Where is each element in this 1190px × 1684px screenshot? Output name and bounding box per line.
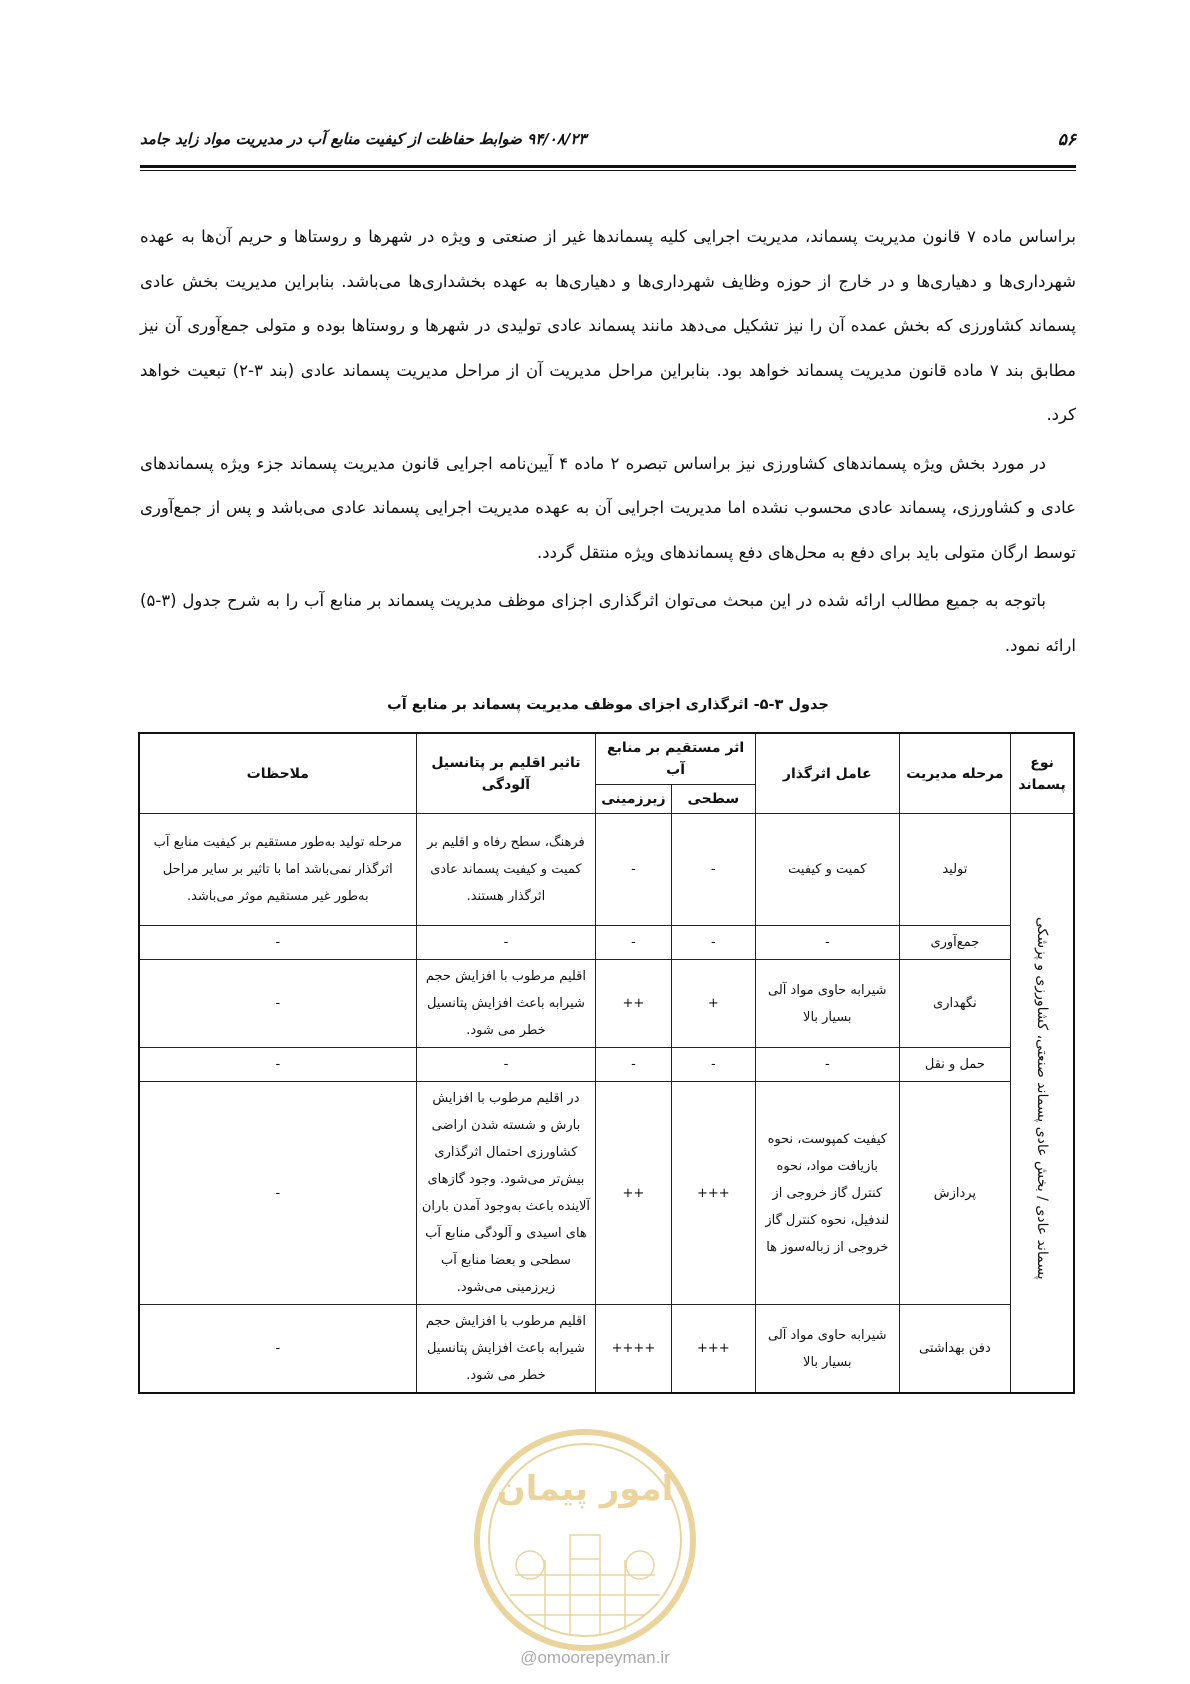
surface-cell: - xyxy=(671,814,755,926)
factor-cell: - xyxy=(755,926,899,960)
stage-cell: نگهداری xyxy=(899,960,1011,1048)
effects-table xyxy=(138,732,1075,1394)
body-text xyxy=(140,215,1076,672)
surface-cell: + xyxy=(671,960,755,1048)
header-groundwater: زیرزمینی xyxy=(596,785,671,814)
groundwater-cell: ++++ xyxy=(596,1305,671,1394)
running-title: ۹۴/۰۸/۲۳ ضوابط حفاظت از کیفیت منابع آب در مدیریت مواد زاید جامد xyxy=(140,130,587,148)
notes-cell: - xyxy=(139,1305,416,1394)
paragraph: باتوجه به جمیع مطالب ارائه شده در این مبحث می‌توان اثرگذاری اجزای موظف مدیریت پسماند بر منابع آب را به شرح جدول (۳-۵) ارائه نمود. xyxy=(140,591,1076,655)
header-direct-effect: اثر مستقیم بر منابع آب xyxy=(596,733,756,785)
table-header-row xyxy=(139,733,1074,785)
notes-cell: - xyxy=(139,960,416,1048)
stage-cell: دفن بهداشتی xyxy=(899,1305,1011,1394)
climate-cell: فرهنگ، سطح رفاه و اقلیم بر کمیت و کیفیت پسماند عادی اثرگذار هستند. xyxy=(416,814,596,926)
table-row xyxy=(139,926,1074,960)
header-factor: عامل اثرگذار xyxy=(755,733,899,814)
factor-cell: شیرابه حاوی مواد آلی بسیار بالا xyxy=(755,960,899,1048)
page-header xyxy=(140,130,1076,160)
notes-cell: - xyxy=(139,926,416,960)
notes-cell: - xyxy=(139,1048,416,1082)
stage-cell: پردازش xyxy=(899,1082,1011,1305)
groundwater-cell: - xyxy=(596,1048,671,1082)
header-notes: ملاحظات xyxy=(139,733,416,814)
stage-cell: تولید xyxy=(899,814,1011,926)
surface-cell: +++ xyxy=(671,1082,755,1305)
page-number: ۵۶ xyxy=(1057,130,1076,150)
table-row xyxy=(139,960,1074,1048)
climate-cell: اقلیم مرطوب با افزایش حجم شیرابه باعث افزایش پتانسیل خطر می شود. xyxy=(416,960,596,1048)
groundwater-cell: ++ xyxy=(596,960,671,1048)
header-stage: مرحله مدیریت xyxy=(899,733,1011,814)
header-rule xyxy=(140,165,1076,171)
table-row xyxy=(139,1048,1074,1082)
paragraph: براساس ماده ۷ قانون مدیریت پسماند، مدیریت اجرایی کلیه پسماندها غیر از صنعتی و ویژه در شهرها و روستاها و حریم آن‌ها به عهده شهرداری‌ها و دهیاری‌ها و در خارج از حوزه وظایف شهرداری‌ها و دهیاری‌ها به عهده بخشداری‌ها می‌باشد. بنابراین مدیریت بخش عادی پسماند کشاورزی که بخش عمده آن را نیز تشکیل می‌دهد مانند پسماند عادی تولیدی در شهرها و روستاها بوده و متولی جمع‌آوری آن نیز مطابق بند ۷ ماده قانون مدیریت پسماند خواهد بود. بنابراین مراحل مدیریت آن از مراحل مدیریت پسماند عادی (بند ۳-۲) تبعیت خواهد کرد. xyxy=(140,227,1077,424)
header-waste-type: نوع پسماند xyxy=(1011,733,1074,814)
surface-cell: +++ xyxy=(671,1305,755,1394)
notes-cell: - xyxy=(139,1082,416,1305)
groundwater-cell: ++ xyxy=(596,1082,671,1305)
waste-type-label: پسماند عادی / بخش عادی پسماند صنعتی، کشاورزی و پزشکی xyxy=(1034,916,1051,1280)
watermark-site: @omoorepeyman.ir xyxy=(520,1648,670,1667)
table-row xyxy=(139,814,1074,926)
climate-cell: اقلیم مرطوب با افزایش حجم شیرابه باعث افزایش پتانسیل خطر می شود. xyxy=(416,1305,596,1394)
groundwater-cell: - xyxy=(596,814,671,926)
stage-cell: حمل و نقل xyxy=(899,1048,1011,1082)
paragraph: در مورد بخش ویژه پسماندهای کشاورزی نیز براساس تبصره ۲ ماده ۴ آیین‌نامه اجرایی قانون مدیریت پسماند جزء ویژه پسماندهای عادی و کشاورزی، پسماند عادی محسوب نشده اما مدیریت اجرایی آن به عهده مدیریت اجرایی پسماند عادی می‌باشد و پس از جمع‌آوری توسط ارگان متولی باید برای دفع به محل‌های دفع پسماندهای ویژه منتقل گردد. xyxy=(140,453,1076,562)
table-row xyxy=(139,1305,1074,1394)
notes-cell: مرحله تولید به‌طور مستقیم بر کیفیت منابع آب اثرگذار نمی‌باشد اما با تاثیر بر سایر مراحل به‌طور غیر مستقیم موثر می‌باشد. xyxy=(139,814,416,926)
watermark-logo xyxy=(470,1425,700,1655)
climate-cell: - xyxy=(416,926,596,960)
waste-type-cell xyxy=(1011,814,1074,1394)
surface-cell: - xyxy=(671,1048,755,1082)
surface-cell: - xyxy=(671,926,755,960)
header-surface: سطحی xyxy=(671,785,755,814)
table-caption: جدول ۳-۵- اثرگذاری اجزای موظف مدیریت پسماند بر منابع آب xyxy=(387,697,829,713)
factor-cell: - xyxy=(755,1048,899,1082)
factor-cell: کمیت و کیفیت xyxy=(755,814,899,926)
factor-cell: کیفیت کمپوست، نحوه بازیافت مواد، نحوه کنترل گاز خروجی از لندفیل، نحوه کنترل گاز خروجی از زباله‌سوز ها xyxy=(755,1082,899,1305)
factor-cell: شیرابه حاوی مواد آلی بسیار بالا xyxy=(755,1305,899,1394)
watermark-logo-text: امور پیمان xyxy=(496,1469,674,1509)
climate-cell: در اقلیم مرطوب با افزایش بارش و شسته شدن اراضی کشاورزی احتمال اثرگذاری بیش‌تر می‌شود. وجود گازهای آلاینده باعث به‌وجود آمدن باران های اسیدی و آلودگی منابع آب سطحی و بعضا منابع آب زیرزمینی می‌شود. xyxy=(416,1082,596,1305)
stage-cell: جمع‌آوری xyxy=(899,926,1011,960)
groundwater-cell: - xyxy=(596,926,671,960)
climate-cell: - xyxy=(416,1048,596,1082)
header-climate: تاثیر اقلیم بر پتانسیل آلودگی xyxy=(416,733,596,814)
table-row xyxy=(139,1082,1074,1305)
